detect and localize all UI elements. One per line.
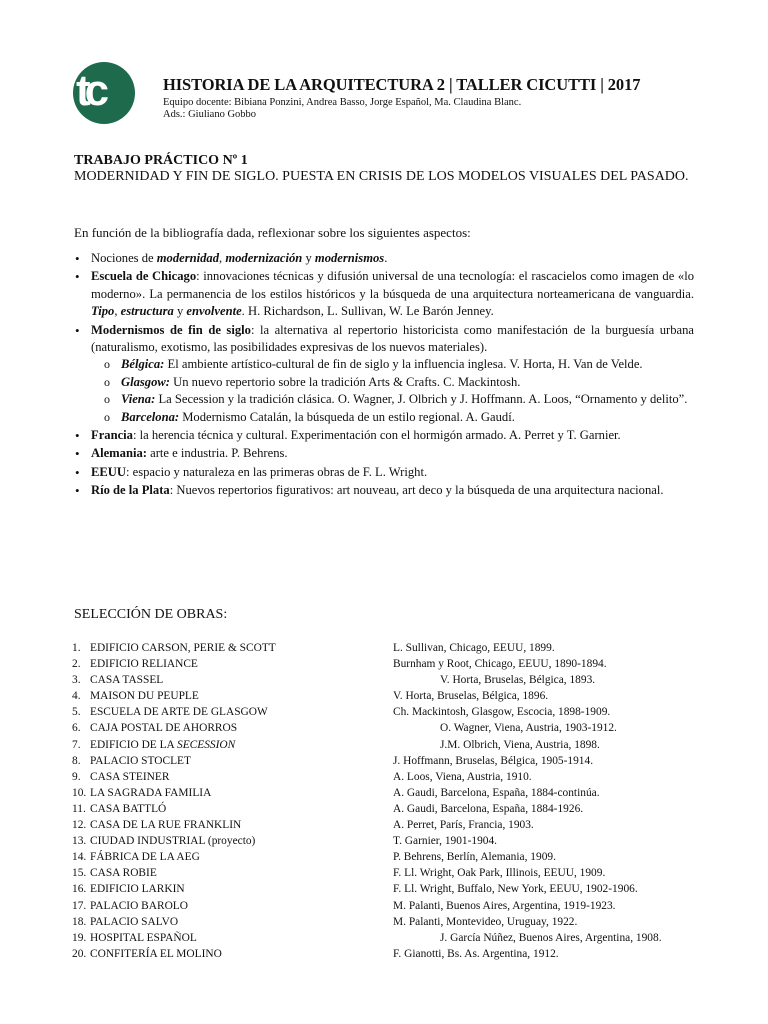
work-author: A. Gaudi, Barcelona, España, 1884-1926. — [393, 802, 584, 815]
work-name: CONFITERÍA EL MOLINO — [90, 947, 222, 960]
work-name: CASA DE LA RUE FRANKLIN — [90, 819, 242, 832]
work-name: CASA ROBIE — [90, 867, 157, 880]
alemania-text: arte e industria. P. Behrens. — [146, 446, 288, 461]
work-number: 11. — [72, 802, 86, 815]
work-number: 12. — [72, 819, 87, 832]
viena-label: Viena: — [121, 392, 156, 407]
work-number: 16. — [72, 883, 87, 896]
list-item-modernismos — [74, 322, 694, 426]
sub-item-belgica — [91, 356, 694, 373]
barcelona-text: Modernismo Catalán, la búsqueda de un estilo regional. A. Gaudí. — [179, 409, 515, 424]
work-author: F. Gianotti, Bs. As. Argentina, 1912. — [393, 947, 559, 960]
list-item-nociones — [74, 250, 694, 267]
work-author: J. García Núñez, Buenos Aires, Argentina, 1908. — [440, 931, 662, 944]
work-author: P. Behrens, Berlín, Alemania, 1909. — [393, 851, 556, 864]
term-estructura: estructura — [120, 304, 174, 319]
term-modernidad: modernidad — [156, 251, 220, 265]
work-name: PALACIO SALVO — [90, 915, 179, 928]
term-modernizacion: modernización — [225, 251, 303, 265]
work-author: T. Garnier, 1901-1904. — [393, 835, 498, 848]
term-modernismos: modernismos — [314, 251, 385, 265]
work-name: EDIFICIO RELIANCE — [90, 658, 198, 671]
work-author: V. Horta, Bruselas, Bélgica, 1893. — [440, 674, 596, 687]
work-author: F. Ll. Wright, Oak Park, Illinois, EEUU, 1909. — [393, 867, 606, 880]
work-name: EDIFICIO DE LA SECESSION — [90, 738, 236, 751]
work-number: 8. — [72, 754, 81, 767]
document-title: HISTORIA DE LA ARQUITECTURA 2 | TALLER CICUTTI | 2017 — [163, 75, 641, 94]
list-item-eeuu — [74, 464, 694, 481]
list-item-chicago — [74, 268, 694, 320]
eeuu-text: : espacio y naturaleza en las primeras obras de F. L. Wright. — [126, 464, 428, 479]
aspects-list — [74, 250, 694, 501]
work-number: 4. — [72, 690, 81, 703]
work-author: A. Perret, París, Francia, 1903. — [393, 819, 534, 832]
work-number: 7. — [72, 738, 81, 751]
belgica-label: Bélgica: — [121, 357, 165, 372]
work-author: A. Loos, Viena, Austria, 1910. — [393, 770, 532, 783]
viena-text: La Secession y la tradición clásica. O. Wagner, J. Olbrich y J. Hoffmann. A. Loos, “Ornamento y delito”. — [155, 392, 688, 407]
work-author: A. Gaudi, Barcelona, España, 1884-continúa. — [393, 786, 600, 799]
work-name: CIUDAD INDUSTRIAL (proyecto) — [90, 835, 256, 848]
work-number: 15. — [72, 867, 87, 880]
sub-item-viena — [91, 391, 694, 408]
work-name: EDIFICIO LARKIN — [90, 883, 185, 896]
sep: y — [173, 304, 187, 319]
work-number: 17. — [72, 899, 87, 912]
work-number: 9. — [72, 770, 81, 783]
nociones-prefix: Nociones de — [91, 251, 157, 265]
work-author: F. Ll. Wright, Buffalo, New York, EEUU, 1902-1906. — [393, 883, 638, 896]
work-name: LA SAGRADA FAMILIA — [90, 786, 212, 799]
work-author: M. Palanti, Buenos Aires, Argentina, 1919-1923. — [393, 899, 616, 912]
sep: y — [302, 251, 315, 265]
sep: , — [114, 304, 121, 319]
sub-item-glasgow — [91, 374, 694, 391]
work-author: J. Hoffmann, Bruselas, Bélgica, 1905-1914. — [393, 754, 594, 767]
intro-paragraph: En función de la bibliografía dada, reflexionar sobre los siguientes aspectos: — [74, 225, 471, 240]
assignment-title: TRABAJO PRÁCTICO Nº 1 — [74, 153, 248, 168]
work-name: CASA TASSEL — [90, 674, 164, 687]
list-item-francia — [74, 427, 694, 444]
work-name: EDIFICIO CARSON, PERIE & SCOTT — [90, 642, 276, 654]
work-name: CASA STEINER — [90, 770, 170, 783]
assistants: Ads.: Giuliano Gobbo — [163, 109, 257, 120]
work-name: PALACIO BAROLO — [90, 899, 188, 912]
alemania-label: Alemania: — [91, 446, 147, 461]
work-author: Ch. Mackintosh, Glasgow, Escocia, 1898-1909. — [393, 706, 611, 719]
work-name: CASA BATTLÓ — [90, 802, 167, 815]
work-name: MAISON DU PEUPLE — [90, 690, 199, 703]
belgica-text: El ambiente artístico-cultural de fin de siglo y la influencia inglesa. V. Horta, H. Van de Velde. — [164, 357, 643, 372]
work-name: CAJA POSTAL DE AHORROS — [90, 722, 238, 735]
work-name: PALACIO STOCLET — [90, 754, 191, 767]
work-number: 2. — [72, 658, 81, 671]
chicago-authors: . H. Richardson, L. Sullivan, W. Le Barón Jenney. — [241, 304, 494, 319]
rioplata-text: : Nuevos repertorios figurativos: art nouveau, art deco y la búsqueda de una arquitectura nacional. — [169, 483, 664, 498]
work-name-emphasis: SECESSION — [177, 738, 236, 751]
assignment-subtitle: MODERNIDAD Y FIN DE SIGLO. PUESTA EN CRISIS DE LOS MODELOS VISUALES DEL PASADO. — [74, 169, 689, 184]
end: . — [384, 251, 388, 265]
work-number: 3. — [72, 674, 81, 687]
logo-text: tc — [76, 66, 104, 115]
work-number: 5. — [72, 706, 81, 719]
modernismos-label: Modernismos de fin de siglo — [91, 322, 251, 337]
modernismos-text: : la alternativa al repertorio historicista como manifestación de la burguesía urbana (naturalismo, exotismo, las posibilidades expresivas de los nuevos materiales). — [91, 322, 695, 355]
chicago-text: : innovaciones técnicas y difusión universal de una tecnología: el rascacielos como imagen de «lo moderno». La permanencia de los estilos históricos y la búsqueda de una arquitectura norteamericana de vanguardia. — [91, 269, 695, 301]
barcelona-label: Barcelona: — [121, 409, 180, 424]
list-item-rio-de-la-plata — [74, 482, 694, 499]
work-number: 10. — [72, 786, 87, 799]
term-tipo: Tipo — [91, 304, 115, 319]
glasgow-label: Glasgow: — [121, 374, 170, 389]
work-number: 19. — [72, 931, 87, 944]
work-number: 20. — [72, 947, 87, 960]
sub-item-barcelona — [91, 409, 694, 426]
work-number: 1. — [72, 642, 81, 654]
work-author: M. Palanti, Montevideo, Uruguay, 1922. — [393, 915, 578, 928]
work-author: L. Sullivan, Chicago, EEUU, 1899. — [393, 642, 555, 654]
work-author: Burnham y Root, Chicago, EEUU, 1890-1894. — [393, 658, 607, 671]
work-author: J.M. Olbrich, Viena, Austria, 1898. — [440, 738, 600, 751]
work-number: 6. — [72, 722, 81, 735]
work-number: 18. — [72, 915, 87, 928]
term-envolvente: envolvente — [186, 304, 242, 319]
modernismos-sublist — [91, 356, 694, 426]
work-name: HOSPITAL ESPAÑOL — [90, 931, 197, 944]
chicago-label: Escuela de Chicago — [91, 269, 197, 284]
teaching-team: Equipo docente: Bibiana Ponzini, Andrea Basso, Jorge Español, Ma. Claudina Blanc. — [163, 97, 522, 108]
work-author: V. Horta, Bruselas, Bélgica, 1896. — [393, 690, 549, 703]
work-name: ESCUELA DE ARTE DE GLASGOW — [90, 706, 268, 719]
work-number: 14. — [72, 851, 87, 864]
taller-cicutti-logo — [71, 60, 141, 124]
list-item-alemania — [74, 445, 694, 462]
works-selection-title: SELECCIÓN DE OBRAS: — [74, 607, 228, 622]
francia-label: Francia — [91, 428, 133, 443]
work-number: 13. — [72, 835, 87, 848]
sep: , — [219, 251, 226, 265]
eeuu-label: EEUU — [91, 464, 126, 479]
glasgow-text: Un nuevo repertorio sobre la tradición Arts & Crafts. C. Mackintosh. — [169, 374, 521, 389]
francia-text: : la herencia técnica y cultural. Experimentación con el hormigón armado. A. Perret y T. Garnier. — [132, 428, 621, 443]
work-author: O. Wagner, Viena, Austria, 1903-1912. — [440, 722, 617, 735]
rioplata-label: Río de la Plata — [91, 483, 170, 498]
work-name: FÁBRICA DE LA AEG — [90, 851, 200, 864]
